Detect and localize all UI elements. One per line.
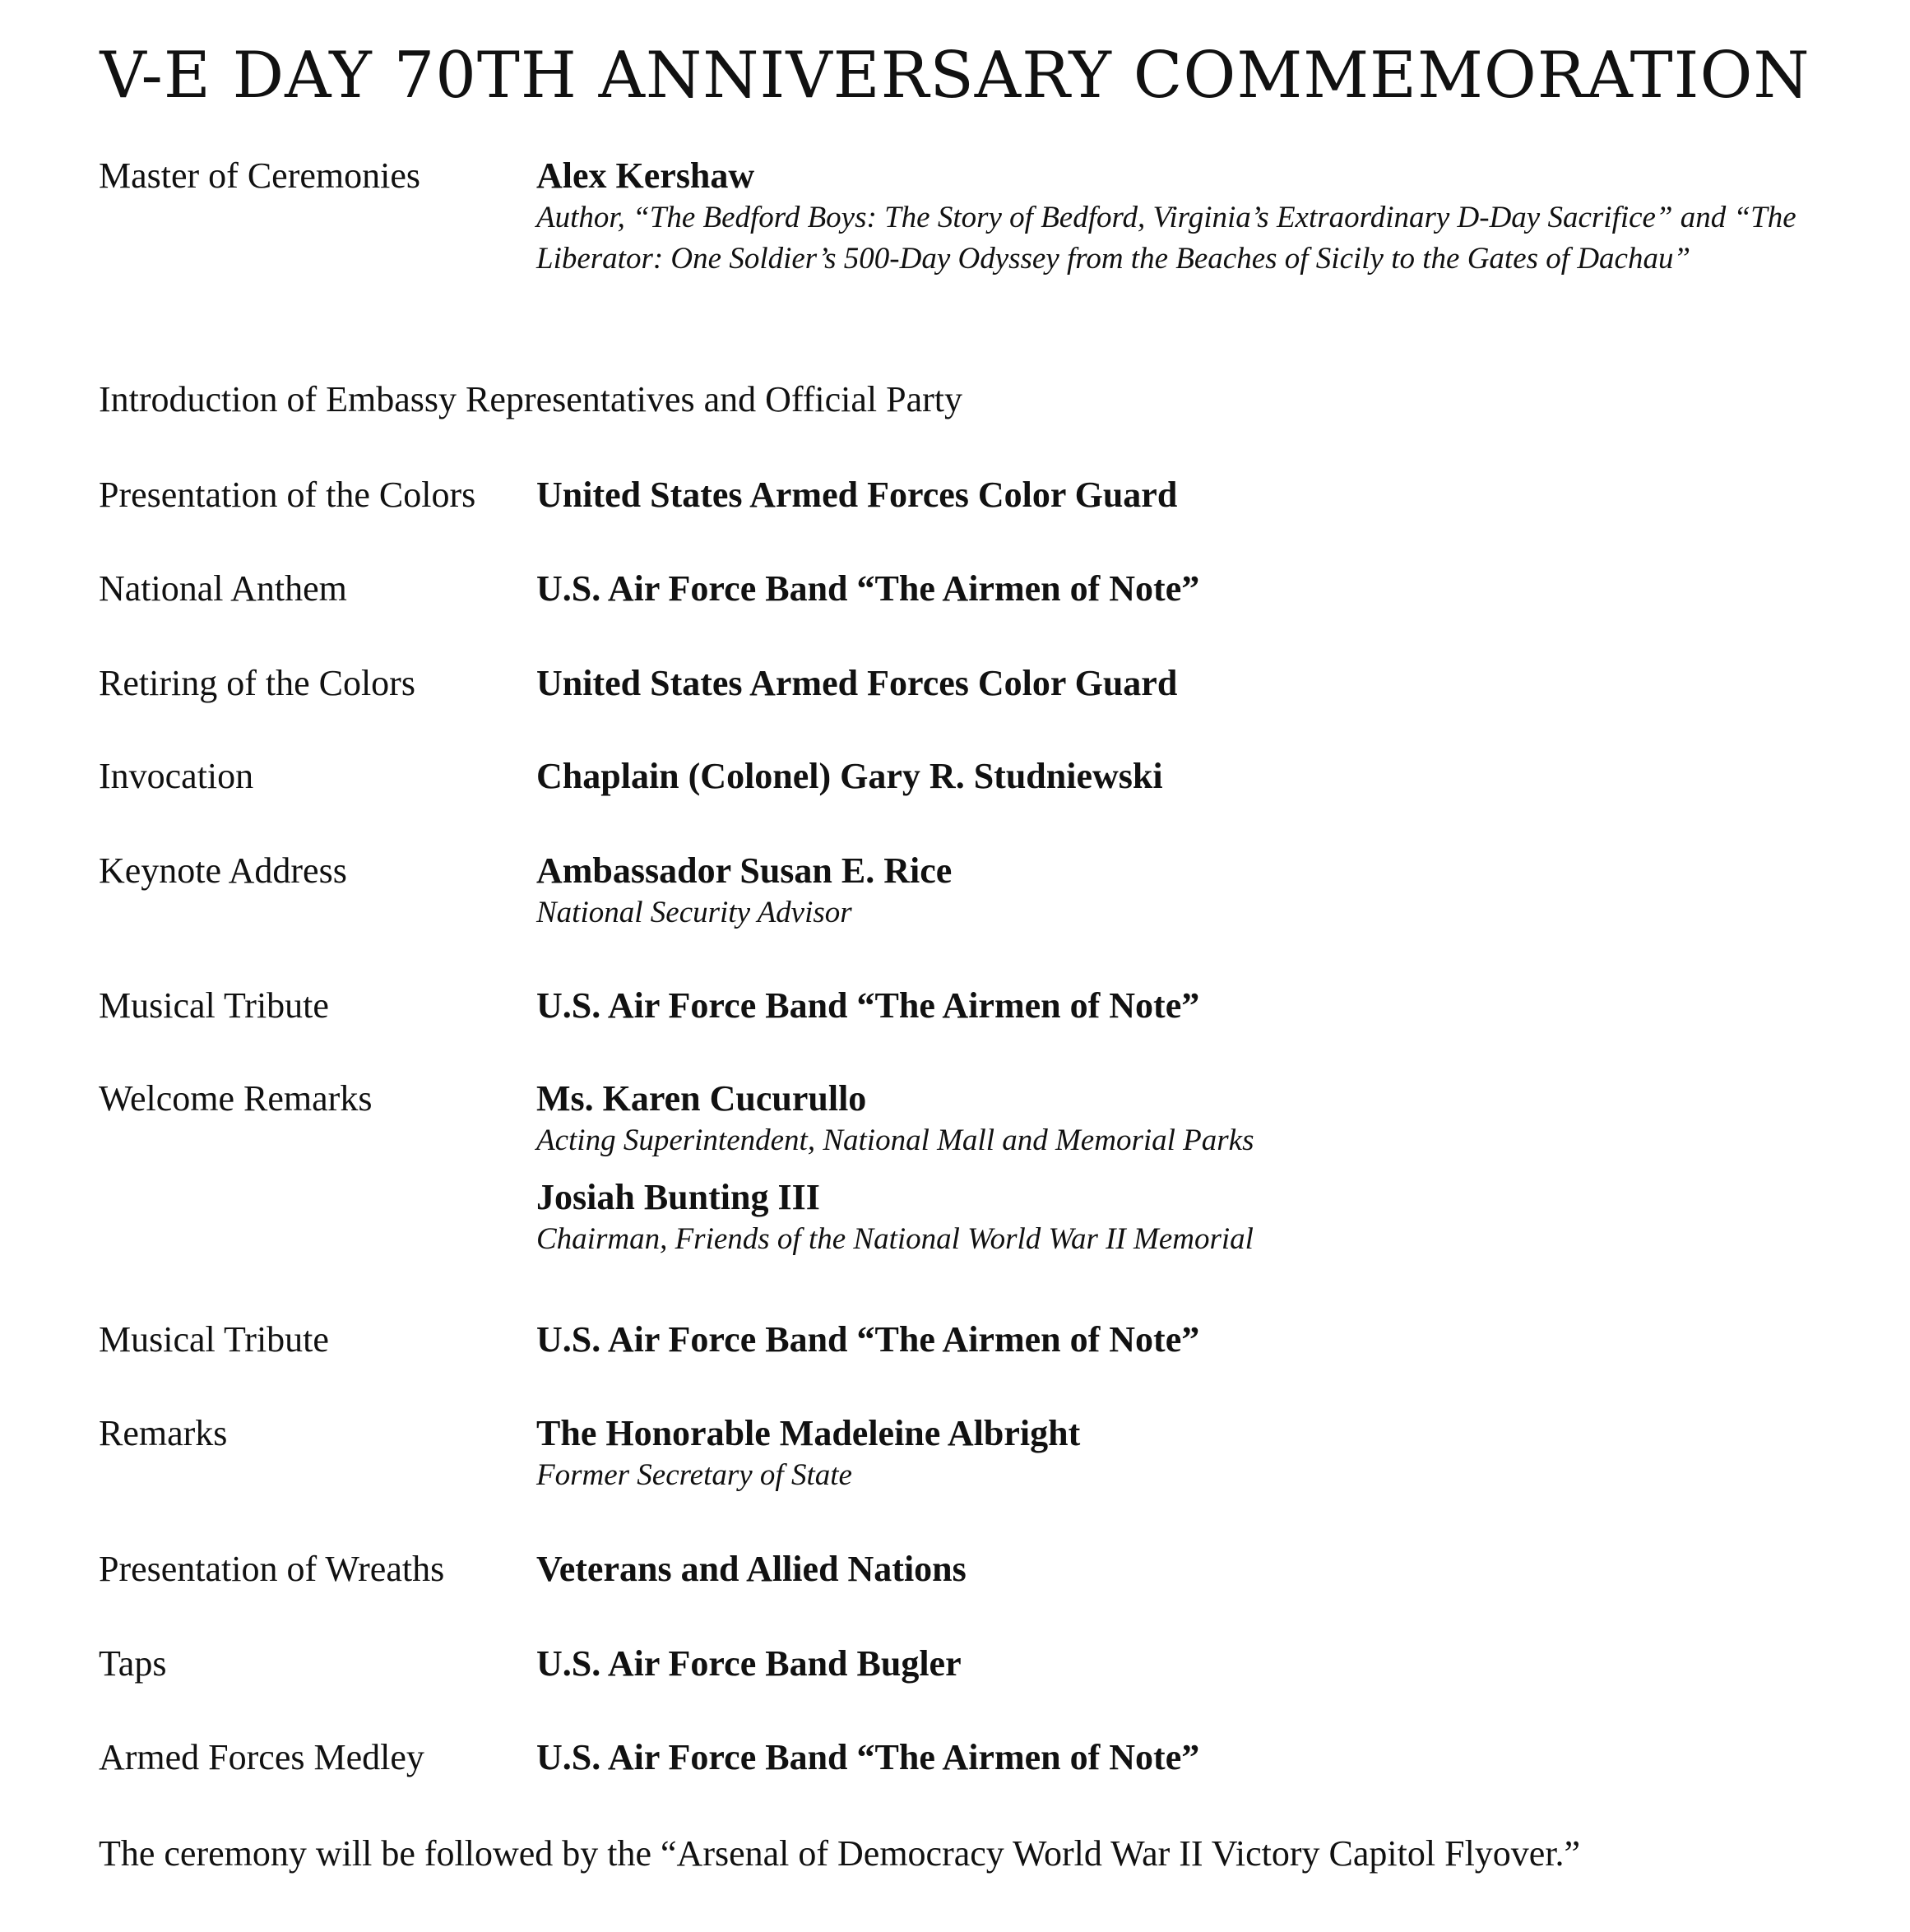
program-item-detail: [536, 985, 1852, 1027]
program-item-label: Remarks: [99, 1413, 228, 1453]
program-item-label: Keynote Address: [99, 850, 347, 891]
participant-name: United States Armed Forces Color Guard: [536, 475, 1178, 515]
program-item-label: Presentation of the Colors: [99, 475, 476, 515]
program-item-label: Musical Tribute: [99, 985, 329, 1026]
participant-name: The Honorable Madeleine Albright: [536, 1413, 1081, 1453]
participant-role: Former Secretary of State: [536, 1458, 852, 1492]
participant-name: Josiah Bunting III: [536, 1177, 820, 1217]
participant-role: Author, “The Bedford Boys: The Story of Bedford, Virginia’s Extraordinary D-Day Sacrifice” and “The Liberator: One Soldier’s 500-Day Odyssey from the Beaches of Sicily to the Gates of Dachau”: [536, 201, 1796, 276]
program-item-detail: [536, 1077, 1852, 1260]
program-item-label: Presentation of Wreaths: [99, 1549, 445, 1589]
program-item-detail: [536, 1318, 1852, 1361]
participant-role: National Security Advisor: [536, 896, 852, 929]
closing-note: The ceremony will be followed by the “Arsenal of Democracy World War II Victory Capitol Flyover.”: [99, 1833, 1581, 1874]
program-item-label: Armed Forces Medley: [99, 1737, 424, 1777]
program-item-label: National Anthem: [99, 568, 347, 609]
program-item-detail: [536, 1412, 1852, 1496]
participant: [536, 155, 1852, 280]
program-item-detail: [536, 662, 1852, 705]
participant-name: U.S. Air Force Band “The Airmen of Note”: [536, 568, 1200, 609]
program-item-label: Retiring of the Colors: [99, 663, 415, 703]
participant-name: U.S. Air Force Band “The Airmen of Note”: [536, 1319, 1200, 1360]
program-item-label: Master of Ceremonies: [99, 155, 420, 196]
program-item-detail: [536, 850, 1852, 934]
program-item-detail: [536, 568, 1852, 610]
participant-name: Chaplain (Colonel) Gary R. Studniewski: [536, 756, 1163, 796]
participant: [536, 1176, 1852, 1260]
program-item-label: Introduction of Embassy Representatives and Official Party: [99, 379, 963, 419]
participant-name: Veterans and Allied Nations: [536, 1549, 967, 1589]
participant-name: U.S. Air Force Band Bugler: [536, 1643, 962, 1684]
participant-name: U.S. Air Force Band “The Airmen of Note”: [536, 985, 1200, 1026]
program-item-label: Invocation: [99, 756, 254, 796]
participant-name: U.S. Air Force Band “The Airmen of Note”: [536, 1737, 1200, 1777]
participant: [536, 1077, 1852, 1161]
program-item-detail: [536, 1642, 1852, 1685]
program-item-label: Musical Tribute: [99, 1319, 329, 1360]
program-item-detail: [536, 474, 1852, 517]
page-title: V-E DAY 70TH ANNIVERSARY COMMEMORATION: [100, 39, 1810, 113]
participant-role: Acting Superintendent, National Mall and Memorial Parks: [536, 1124, 1254, 1157]
participant-role: Chairman, Friends of the National World War II Memorial: [536, 1222, 1254, 1256]
program-item-label: Welcome Remarks: [99, 1078, 373, 1119]
program-item-label: Taps: [99, 1643, 167, 1684]
participant-name: Ambassador Susan E. Rice: [536, 850, 953, 891]
participant-name: Alex Kershaw: [536, 155, 755, 196]
program-item-detail: [536, 755, 1852, 798]
participant-name: Ms. Karen Cucurullo: [536, 1078, 867, 1119]
program-item-detail: [536, 1548, 1852, 1591]
participant-name: United States Armed Forces Color Guard: [536, 663, 1178, 703]
program-item-detail: [536, 155, 1852, 280]
program-item-detail: [536, 1736, 1852, 1779]
